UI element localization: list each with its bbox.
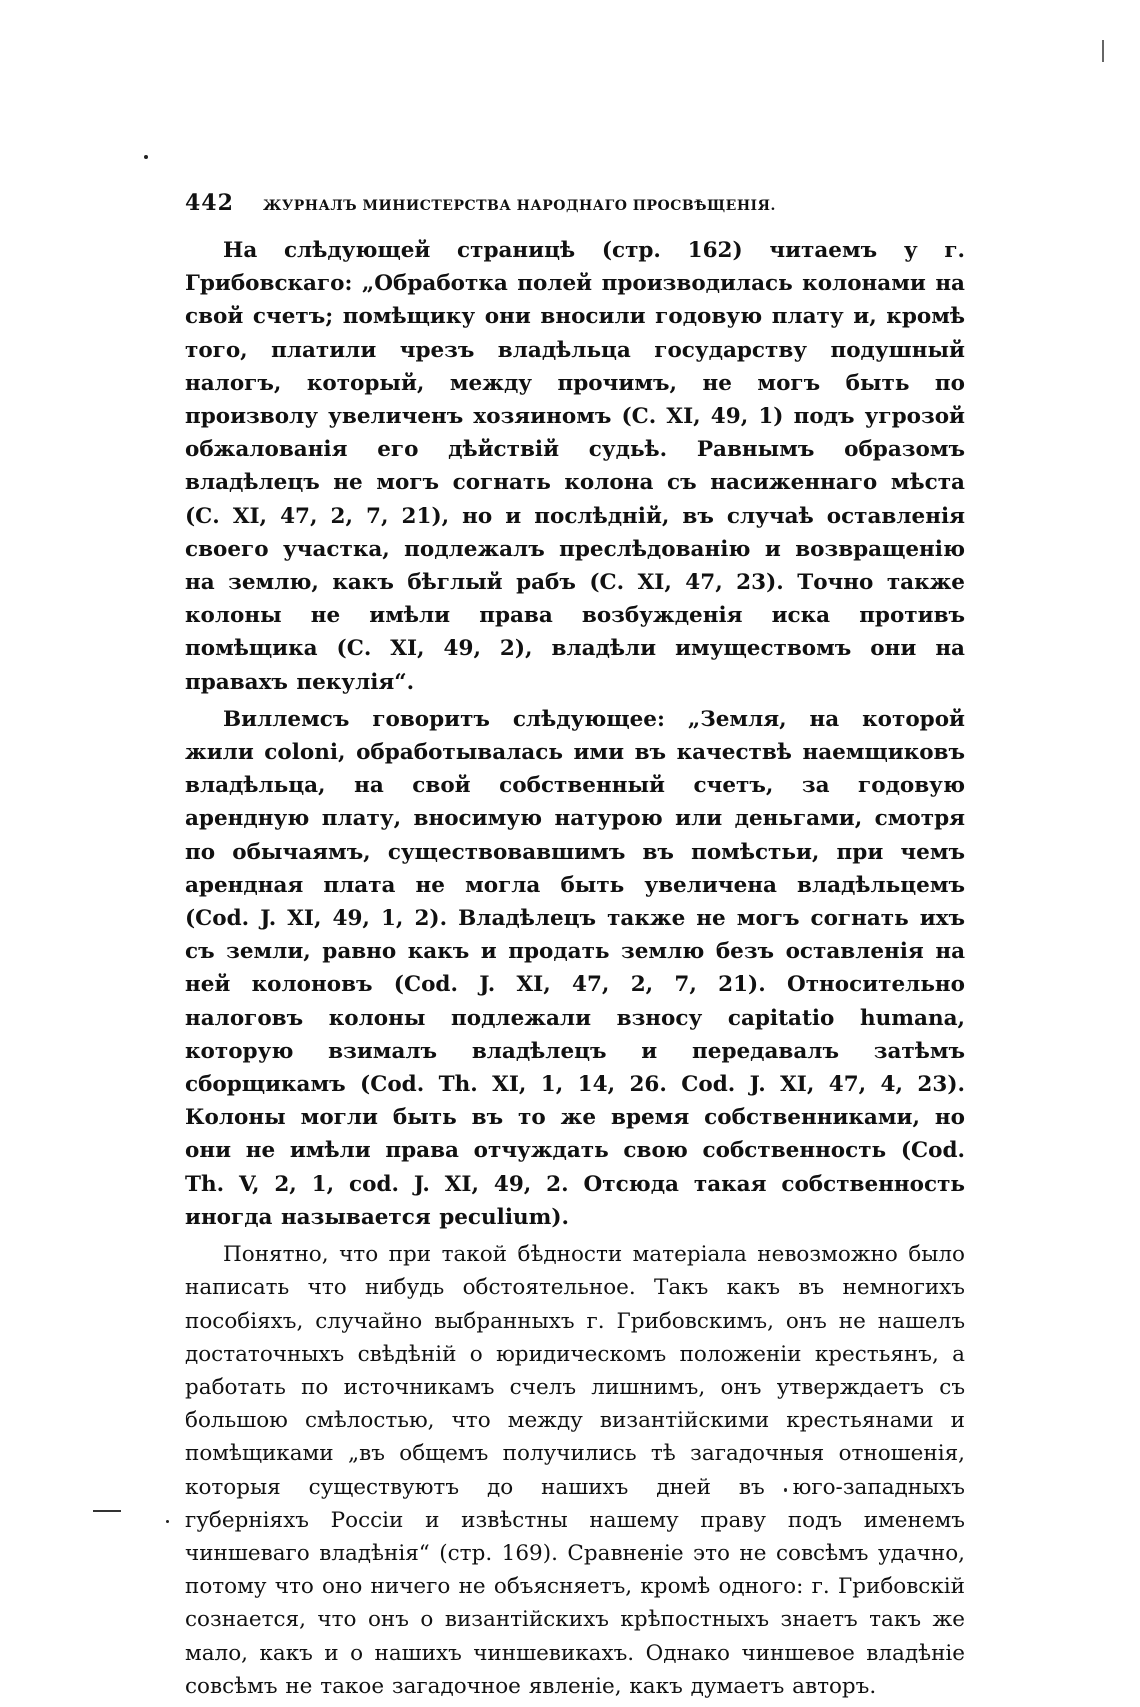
body-text bbox=[185, 234, 965, 1703]
page-number: 442 bbox=[185, 190, 234, 216]
scan-dash-mark bbox=[93, 1510, 121, 1512]
book-page bbox=[185, 190, 965, 1707]
running-head bbox=[185, 190, 965, 216]
paragraph-commentary: Понятно, что при такой бѣдности матеріала невозможно было написать что нибудь обстоятельное. Такъ какъ въ немногихъ пособіяхъ, случайно выбранныхъ г. Грибовскимъ, онъ не нашелъ достаточныхъ свѣдѣній о юридическомъ положеніи крестьянъ, а работать по источникамъ счелъ лишнимъ, онъ утверждаетъ съ большою смѣлостью, что между византійскими крестьянами и помѣщиками „въ общемъ получились тѣ загадочныя отношенія, которыя существуютъ до нашихъ дней въ юго-западныхъ губерніяхъ Россіи и извѣстны нашему праву подъ именемъ чиншеваго владѣнія“ (стр. 169). Сравненіе это не совсѣмъ удачно, потому что оно ничего не объясняетъ, кромѣ одного: г. Грибовскій сознается, что онъ о византійскихъ крѣпостныхъ знаетъ такъ же мало, какъ и о нашихъ чиншевикахъ. Однако чиншевое владѣніе совсѣмъ не такое загадочное явленіе, какъ думаетъ авторъ. bbox=[185, 1242, 965, 1699]
scan-edge-mark bbox=[1102, 40, 1104, 62]
scan-speck bbox=[166, 1520, 169, 1523]
scan-speck bbox=[144, 155, 148, 159]
journal-title: ЖУРНАЛЪ МИНИСТЕРСТВА НАРОДНАГО ПРОСВѢЩЕНІЯ. bbox=[263, 198, 776, 214]
paragraph-gribovsky-quote: На слѣдующей страницѣ (стр. 162) читаемъ у г. Грибовскаго: „Обработка полей производилась колонами на свой счетъ; помѣщику они вносили годовую плату и, кромѣ того, платили чрезъ владѣльца государству подушный налогъ, который, между прочимъ, не могъ быть по произволу увеличенъ хозяиномъ (С. XI, 49, 1) подъ угрозой обжалованія его дѣйствій судьѣ. Равнымъ образомъ владѣлецъ не могъ согнать колона съ насиженнаго мѣста (С. XI, 47, 2, 7, 21), но и послѣдній, въ случаѣ оставленія своего участка, подлежалъ преслѣдованію и возвращенію на землю, какъ бѣглый рабъ (С. XI, 47, 23). Точно также колоны не имѣли права возбужденія иска противъ помѣщика (С. XI, 49, 2), владѣли имуществомъ они на правахъ пекулія“. bbox=[185, 238, 965, 695]
paragraph-willems-quote: Виллемсъ говоритъ слѣдующее: „Земля, на которой жили coloni, обработывалась ими въ качествѣ наемщиковъ владѣльца, на свой собственный счетъ, за годовую арендную плату, вносимую натурою или деньгами, смотря по обычаямъ, существовавшимъ въ помѣстьи, при чемъ арендная плата не могла быть увеличена владѣльцемъ (Cod. J. XI, 49, 1, 2). Владѣлецъ также не могъ согнать ихъ съ земли, равно какъ и продать землю безъ оставленія на ней колоновъ (Cod. J. XI, 47, 2, 7, 21). Относительно налоговъ колоны подлежали взносу capitatio humana, которую взималъ владѣлецъ и передавалъ затѣмъ сборщикамъ (Cod. Th. XI, 1, 14, 26. Cod. J. XI, 47, 4, 23). Колоны могли быть въ то же время собственниками, но они не имѣли права отчуждать свою собственность (Cod. Th. V, 2, 1, cod. J. XI, 49, 2. Отсюда такая собственность иногда называется peculium). bbox=[185, 706, 965, 1230]
